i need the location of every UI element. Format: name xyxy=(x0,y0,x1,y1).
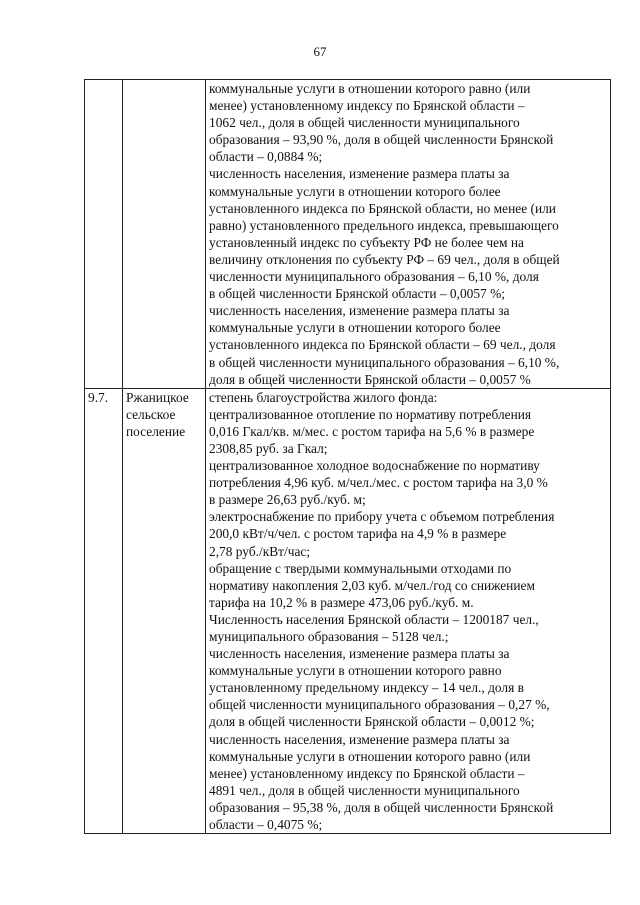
text-line: доля в общей численности Брянской области – 0,0012 %; xyxy=(209,714,535,730)
page-number: 67 xyxy=(313,44,327,59)
settlement-name-cell xyxy=(123,80,206,389)
table-row xyxy=(85,388,611,833)
text-line: коммунальные услуги в отношении которого более xyxy=(209,183,501,199)
text-line: коммунальные услуги в отношении которого равно xyxy=(209,663,502,679)
text-line: установленному предельному индексу – 14 чел., доля в xyxy=(209,680,524,696)
text-line: области – 0,0884 %; xyxy=(209,149,323,165)
text-line: установленного индекса по Брянской области – 69 чел., доля xyxy=(209,337,556,353)
text-line: Численность населения Брянской области – 1200187 чел., xyxy=(209,611,539,627)
text-line: коммунальные услуги в отношении которого равно (или xyxy=(209,81,531,96)
text-line: коммунальные услуги в отношении которого более xyxy=(209,320,501,336)
text-line: муниципального образования – 5128 чел.; xyxy=(209,629,449,644)
text-line: образования – 95,38 %, доля в общей численности Брянской xyxy=(209,799,554,815)
text-line: в размере 26,63 руб./куб. м; xyxy=(209,492,366,508)
settlement-name-cell xyxy=(123,388,206,833)
text-line: потребления 4,96 куб. м/чел./мес. с ростом тарифа на 3,0 % xyxy=(209,475,548,491)
text-line: степень благоустройства жилого фонда: xyxy=(209,389,438,405)
text-line: менее) установленному индексу по Брянской области – xyxy=(209,765,525,781)
text-line: установленный индекс по субъекту РФ не более чем на xyxy=(209,234,524,250)
text-line: образования – 93,90 %, доля в общей численности Брянской xyxy=(209,132,554,148)
text-line: численность населения, изменение размера платы за xyxy=(209,166,510,182)
text-line: доля в общей численности Брянской области – 0,0057 % xyxy=(209,371,531,387)
description-cell xyxy=(206,80,611,389)
text-line: величину отклонения по субъекту РФ – 69 чел., доля в общей xyxy=(209,251,560,267)
text-line: 200,0 кВт/ч/чел. с ростом тарифа на 4,9 % в размере xyxy=(209,526,507,542)
text-line: 1062 чел., доля в общей численности муниципального xyxy=(209,115,520,131)
text-line: численность населения, изменение размера платы за xyxy=(209,646,510,662)
text-line: менее) установленному индексу по Брянской области – xyxy=(209,98,525,114)
text-line: централизованное холодное водоснабжение по нормативу xyxy=(209,458,540,474)
settlement-name-line: поселение xyxy=(126,423,186,439)
text-line: 2308,85 руб. за Гкал; xyxy=(209,440,328,456)
text-line: численность населения, изменение размера платы за xyxy=(209,731,510,747)
description-cell xyxy=(206,388,611,833)
text-line: равно) установленного предельного индекса, превышающего xyxy=(209,217,559,233)
row-number-cell xyxy=(85,80,123,389)
text-line: области – 0,4075 %; xyxy=(209,817,323,833)
settlement-name-line: сельское xyxy=(126,406,176,422)
text-line: обращение с твердыми коммунальными отходами по xyxy=(209,560,512,576)
text-line: численность населения, изменение размера платы за xyxy=(209,303,510,319)
text-line: 2,78 руб./кВт/час; xyxy=(209,543,311,559)
text-line: 4891 чел., доля в общей численности муниципального xyxy=(209,782,520,798)
table-row xyxy=(85,80,611,389)
text-line: численности муниципального образования – 6,10 %, доля xyxy=(209,269,539,285)
row-number-cell: 9.7. xyxy=(85,388,123,833)
text-line: электроснабжение по прибору учета с объемом потребления xyxy=(209,509,555,525)
text-line: тарифа на 10,2 % в размере 473,06 руб./куб. м. xyxy=(209,594,474,610)
text-line: централизованное отопление по нормативу потребления xyxy=(209,406,532,422)
text-line: 0,016 Гкал/кв. м/мес. с ростом тарифа на 5,6 % в размере xyxy=(209,423,535,439)
text-line: коммунальные услуги в отношении которого равно (или xyxy=(209,748,531,764)
text-line: установленного индекса по Брянской области, но менее (или xyxy=(209,200,556,216)
text-line: общей численности муниципального образования – 0,27 %, xyxy=(209,697,550,713)
settlement-name-line: Ржаницкое xyxy=(126,389,189,405)
text-line: в общей численности Брянской области – 0,0057 %; xyxy=(209,286,505,302)
document-table xyxy=(84,79,611,834)
text-line: нормативу накопления 2,03 куб. м/чел./год со снижением xyxy=(209,577,535,593)
text-line: в общей численности муниципального образования – 6,10 %, xyxy=(209,354,560,370)
